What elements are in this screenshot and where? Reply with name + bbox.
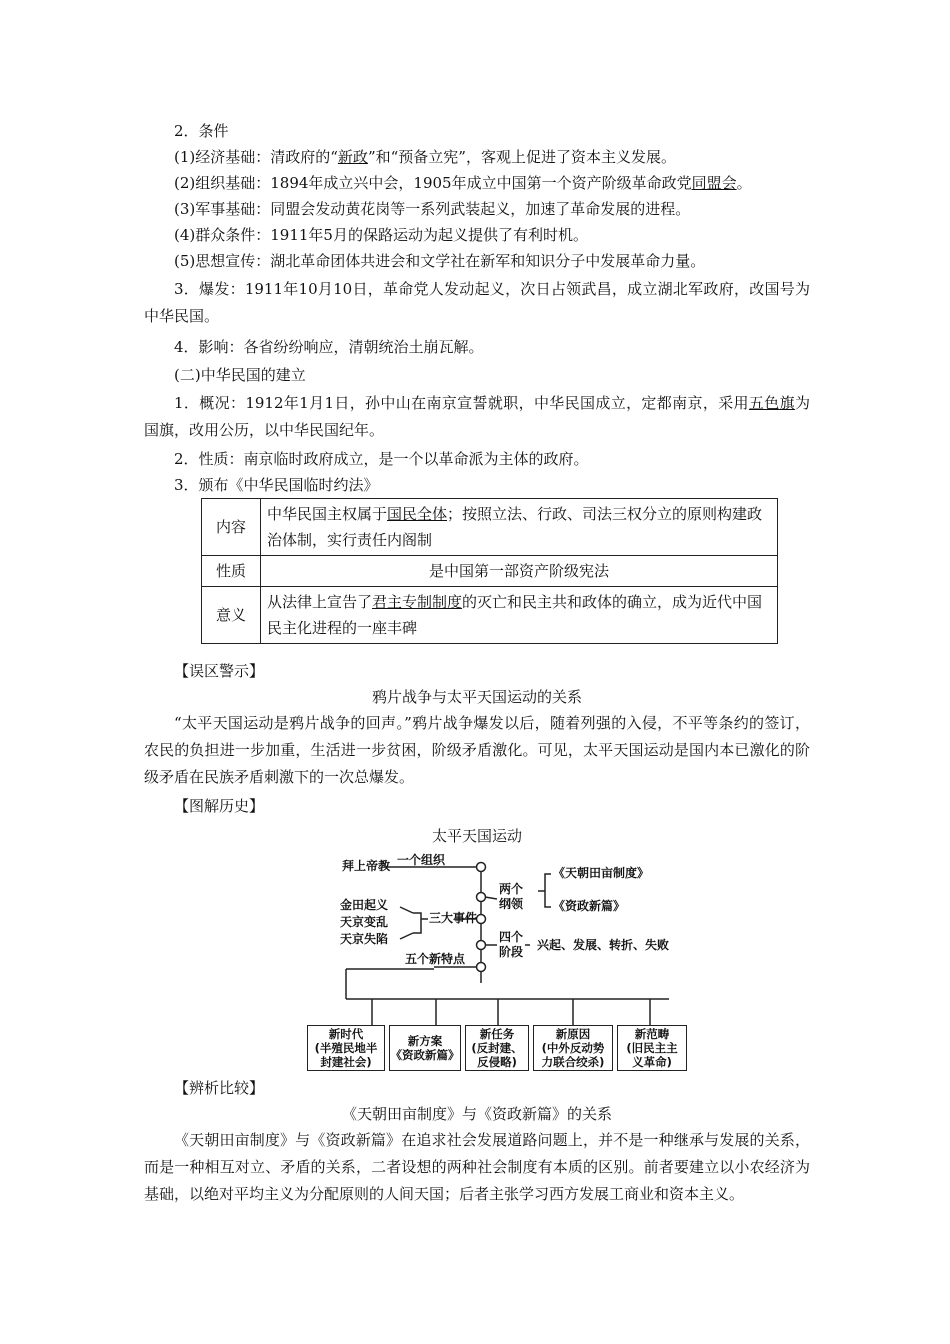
- outbreak-paragraph: 3．爆发：1911年10月10日，革命党人发动起义，次日占领武昌，成立湖北军政府，改国号为中华民国。: [144, 280, 810, 325]
- condition-item-3: (3)军事基础：同盟会发动黄花岗等一系列武装起义，加速了革命发展的进程。: [174, 200, 691, 218]
- stages-text: 兴起、发展、转折、失败: [537, 938, 670, 952]
- compare-title: 《天朝田亩制度》与《资政新篇》的关系: [341, 1105, 612, 1123]
- impact-line: 4．影响：各省纷纷响应，清朝统治土崩瓦解。: [174, 338, 484, 356]
- constitution-table: [201, 498, 778, 644]
- diagram-heading: 【图解历史】: [174, 797, 265, 815]
- roc-overview: 1．概况：1912年1月1日，孙中山在南京宣誓就职，中华民国成立，定都南京，采用五色旗为国旗，改用公历，以中华民国纪年。: [144, 394, 810, 439]
- nature-header: 性质: [202, 556, 261, 587]
- table-row-content: [202, 499, 778, 556]
- two-programs-label: 两个 纲领: [499, 882, 524, 911]
- condition-item-2: (2)组织基础：1894年成立兴中会，1905年成立中国第一个资产阶级革命政党同盟会。: [174, 174, 752, 192]
- four-stages-label: 四个 阶段: [499, 930, 524, 959]
- nature-cell: 是中国第一部资产阶级宪法: [261, 556, 778, 587]
- feature-box-task: 新任务 (反封建、 反侵略): [465, 1025, 529, 1071]
- content-header: 内容: [202, 499, 261, 556]
- condition-item-4: (4)群众条件：1911年5月的保路运动为起义提供了有利时机。: [174, 226, 588, 244]
- condition-item-5: (5)思想宣传：湖北革命团体共进会和文学社在新军和知识分子中发展革命力量。: [174, 252, 706, 270]
- program-tianchao: 《天朝田亩制度》: [553, 866, 650, 880]
- five-features-label: 五个新特点: [405, 952, 466, 966]
- worship-god-society: 拜上帝教: [342, 859, 391, 873]
- roc-nature: 2．性质：南京临时政府成立，是一个以革命派为主体的政府。: [174, 450, 589, 468]
- provisional-constitution-title: 3．颁布《中华民国临时约法》: [174, 476, 379, 494]
- event-tianjing-fall: 天京失陷: [340, 932, 389, 946]
- feature-box-cause: 新原因 (中外反动势 力联合绞杀): [533, 1025, 613, 1071]
- three-events-label: 三大事件: [429, 911, 478, 925]
- compare-text: 《天朝田亩制度》与《资政新篇》在追求社会发展道路问题上，并不是一种继承与发展的关系，而是一种相互对立、矛盾的关系，二者设想的两种社会制度有本质的区别。前者要建立以小农经济为基础，以绝对平均主义为分配原则的人间天国；后者主张学习西方发展工商业和资本主义。: [144, 1131, 810, 1203]
- meaning-header: 意义: [202, 587, 261, 644]
- one-organization-label: 一个组织: [397, 853, 446, 867]
- feature-box-category: 新范畴 (旧民主主 义革命): [617, 1025, 687, 1071]
- event-jintian: 金田起义: [340, 898, 389, 912]
- feature-box-plan: 新方案 《资政新篇》: [389, 1025, 461, 1071]
- event-tianjing-incident: 天京变乱: [340, 915, 389, 929]
- condition-item-1: (1)经济基础：清政府的“新政”和“预备立宪”，客观上促进了资本主义发展。: [174, 148, 676, 166]
- content-cell: 中华民国主权属于国民全体；按照立法、行政、司法三权分立的原则构建政治体制，实行责任内阁制: [261, 499, 778, 556]
- table-row-meaning: [202, 587, 778, 644]
- compare-heading: 【辨析比较】: [174, 1079, 265, 1097]
- warning-title: 鸦片战争与太平天国运动的关系: [371, 688, 582, 706]
- roc-section-title: (二)中华民国的建立: [174, 366, 306, 384]
- feature-box-era: 新时代 (半殖民地半 封建社会): [307, 1025, 385, 1071]
- taiping-diagram: [144, 849, 810, 1073]
- warning-text: “太平天国运动是鸦片战争的回声。”鸦片战争爆发以后，随着列强的入侵，不平等条约的签订，农民的负担进一步加重，生活进一步贫困，阶级矛盾激化。可见，太平天国运动是国内本已激化的阶级矛盾在民族矛盾刺激下的一次总爆发。: [144, 714, 810, 786]
- meaning-cell: 从法律上宣告了君主专制制度的灭亡和民主共和政体的确立，成为近代中国民主化进程的一座丰碑: [261, 587, 778, 644]
- conditions-title: 2．条件: [174, 122, 229, 140]
- program-zizheng: 《资政新篇》: [553, 899, 626, 913]
- table-row-nature: [202, 556, 778, 587]
- diagram-title: 太平天国运动: [431, 827, 522, 845]
- warning-heading: 【误区警示】: [174, 662, 265, 680]
- page-content: [144, 118, 810, 1208]
